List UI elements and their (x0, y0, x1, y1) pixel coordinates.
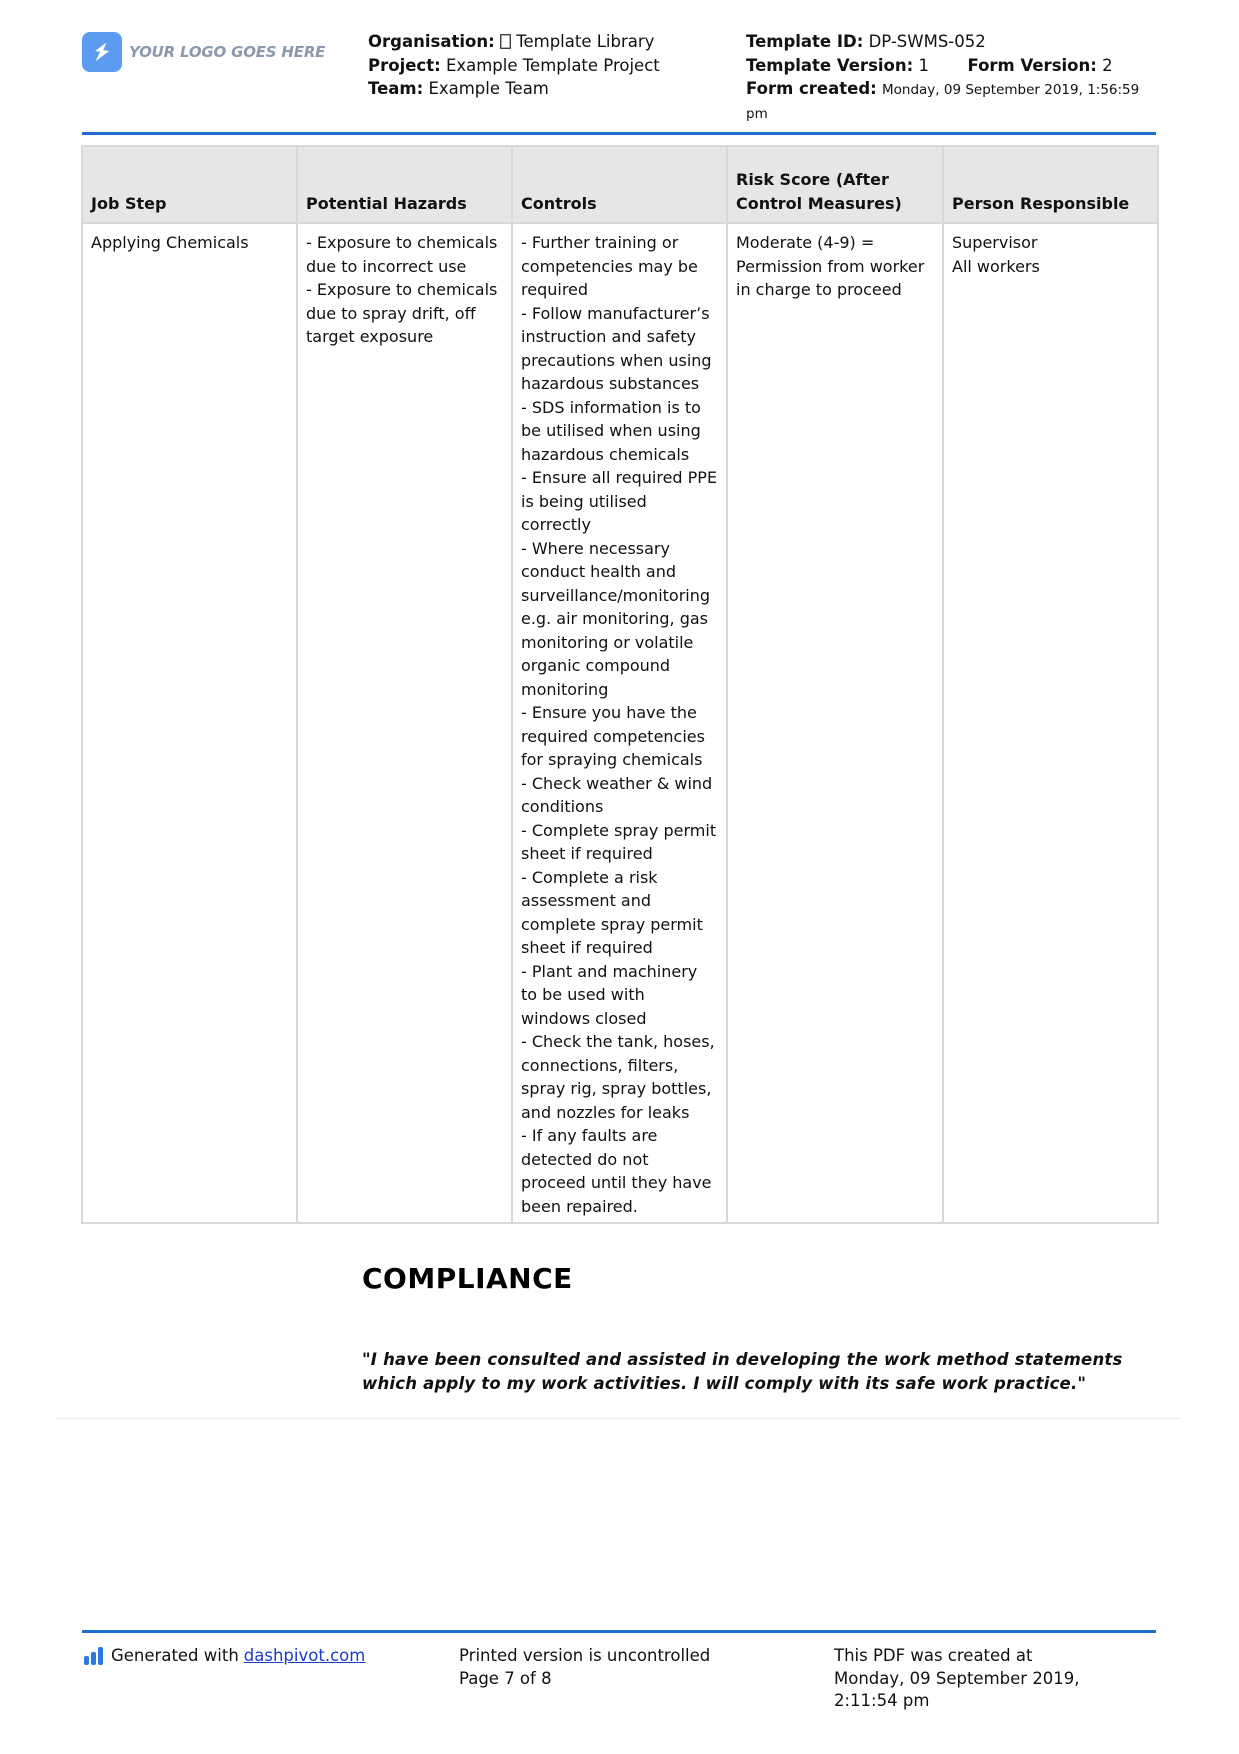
template-version-value: 1 (918, 55, 929, 75)
control-item: - Check weather & wind conditions (521, 773, 713, 816)
swms-table (81, 145, 1159, 1224)
cell-person-responsible (943, 223, 1158, 1223)
dashpivot-bars-icon (84, 1647, 103, 1665)
project-value: Example Template Project (445, 55, 660, 75)
table-header-row (82, 146, 1158, 223)
compliance-statement-line2: which apply to my work activities. I will comply with its safe work practice." (362, 1374, 1087, 1393)
pdf-created-line3: 2:11:54 pm (834, 1691, 930, 1710)
hazard-item: - Exposure to chemicals due to incorrect use (306, 233, 498, 276)
header-risk-score (727, 146, 943, 223)
control-item: - Plant and machinery to be used with windows closed (521, 961, 698, 1028)
organisation-line (368, 30, 708, 54)
cell-risk-score: Moderate (4-9) = Permission from worker in charge to proceed (727, 223, 943, 1223)
control-item: - Follow manufacturer’s instruction and safety precautions when using hazardous substances (521, 303, 712, 393)
header-person-responsible: Person Responsible (943, 146, 1158, 223)
pdf-created-line1: This PDF was created at (834, 1646, 1033, 1665)
printed-notice: Printed version is uncontrolled (459, 1646, 711, 1665)
form-created-value-cont: pm (746, 105, 768, 122)
footer-print-info (459, 1645, 759, 1690)
template-id-value: DP-SWMS-052 (868, 32, 986, 51)
template-version-label: Template Version: (746, 55, 914, 75)
project-line (368, 54, 708, 78)
form-created-line (746, 77, 1166, 103)
compliance-heading: COMPLIANCE (362, 1262, 573, 1295)
control-item: - Ensure all required PPE is being utilised correctly (521, 468, 718, 534)
cell-job-step: Applying Chemicals (82, 223, 297, 1223)
generated-prefix: Generated with (111, 1646, 239, 1665)
header-risk-score-line1: Risk Score (After (736, 170, 889, 189)
team-value: Example Team (428, 79, 549, 98)
team-label: Team: (368, 79, 424, 98)
control-item: - Complete spray permit sheet if required (521, 820, 717, 863)
compliance-statement-line1: "I have been consulted and assisted in developing the work method statements (362, 1350, 1123, 1369)
person-item: All workers (952, 256, 1040, 276)
control-item: - Where necessary conduct health and surveillance/monitoring e.g. air monitoring, gas monitoring or volatile organic compound monitoring (521, 538, 711, 699)
organisation-label: Organisation: (368, 32, 495, 51)
hazard-item: - Exposure to chemicals due to spray drift, off target exposure (306, 280, 498, 346)
company-logo (82, 32, 325, 72)
control-item: - SDS information is to be utilised when using hazardous chemicals (521, 397, 701, 464)
template-info (746, 30, 1166, 126)
form-version-label: Form Version: (967, 55, 1097, 75)
header-controls: Controls (512, 146, 727, 223)
header-potential-hazards: Potential Hazards (297, 146, 512, 223)
section-divider (56, 1418, 1182, 1419)
person-item: Supervisor (952, 233, 1038, 252)
building-icon (500, 32, 516, 51)
cell-controls (512, 223, 727, 1223)
form-context (368, 30, 708, 101)
form-created-label: Form created: (746, 79, 877, 98)
page-number: Page 7 of 8 (459, 1668, 552, 1688)
organisation-value: Template Library (516, 32, 655, 51)
cell-potential-hazards (297, 223, 512, 1223)
form-created-value: Monday, 09 September 2019, 1:56:59 (882, 82, 1140, 98)
form-version-value: 2 (1102, 55, 1113, 75)
control-item: - Complete a risk assessment and complete spray permit sheet if required (521, 867, 703, 957)
compliance-statement (362, 1348, 1152, 1396)
header-job-step: Job Step (82, 146, 297, 223)
control-item: - Ensure you have the required competencies for spraying chemicals (521, 703, 705, 769)
team-line (368, 77, 708, 101)
pdf-created-line2: Monday, 09 September 2019, (834, 1668, 1080, 1688)
header-divider (82, 132, 1156, 135)
footer-generated (84, 1645, 365, 1668)
logo-text: YOUR LOGO GOES HERE (129, 43, 326, 61)
table-row (82, 223, 1158, 1223)
logo-mark-icon (82, 32, 122, 72)
template-id-line (746, 30, 1166, 54)
control-item: - If any faults are detected do not proceed until they have been repaired. (521, 1126, 712, 1216)
template-id-label: Template ID: (746, 32, 864, 51)
version-line (746, 54, 1166, 78)
project-label: Project: (368, 55, 441, 75)
dashpivot-link[interactable]: dashpivot.com (243, 1646, 366, 1665)
control-item: - Check the tank, hoses, connections, filters, spray rig, spray bottles, and nozzles for leaks (521, 1032, 715, 1122)
footer-divider (82, 1630, 1156, 1633)
header-risk-score-line2: Control Measures) (736, 193, 902, 213)
control-item: - Further training or competencies may be required (521, 233, 698, 299)
footer-pdf-created (834, 1645, 1134, 1713)
